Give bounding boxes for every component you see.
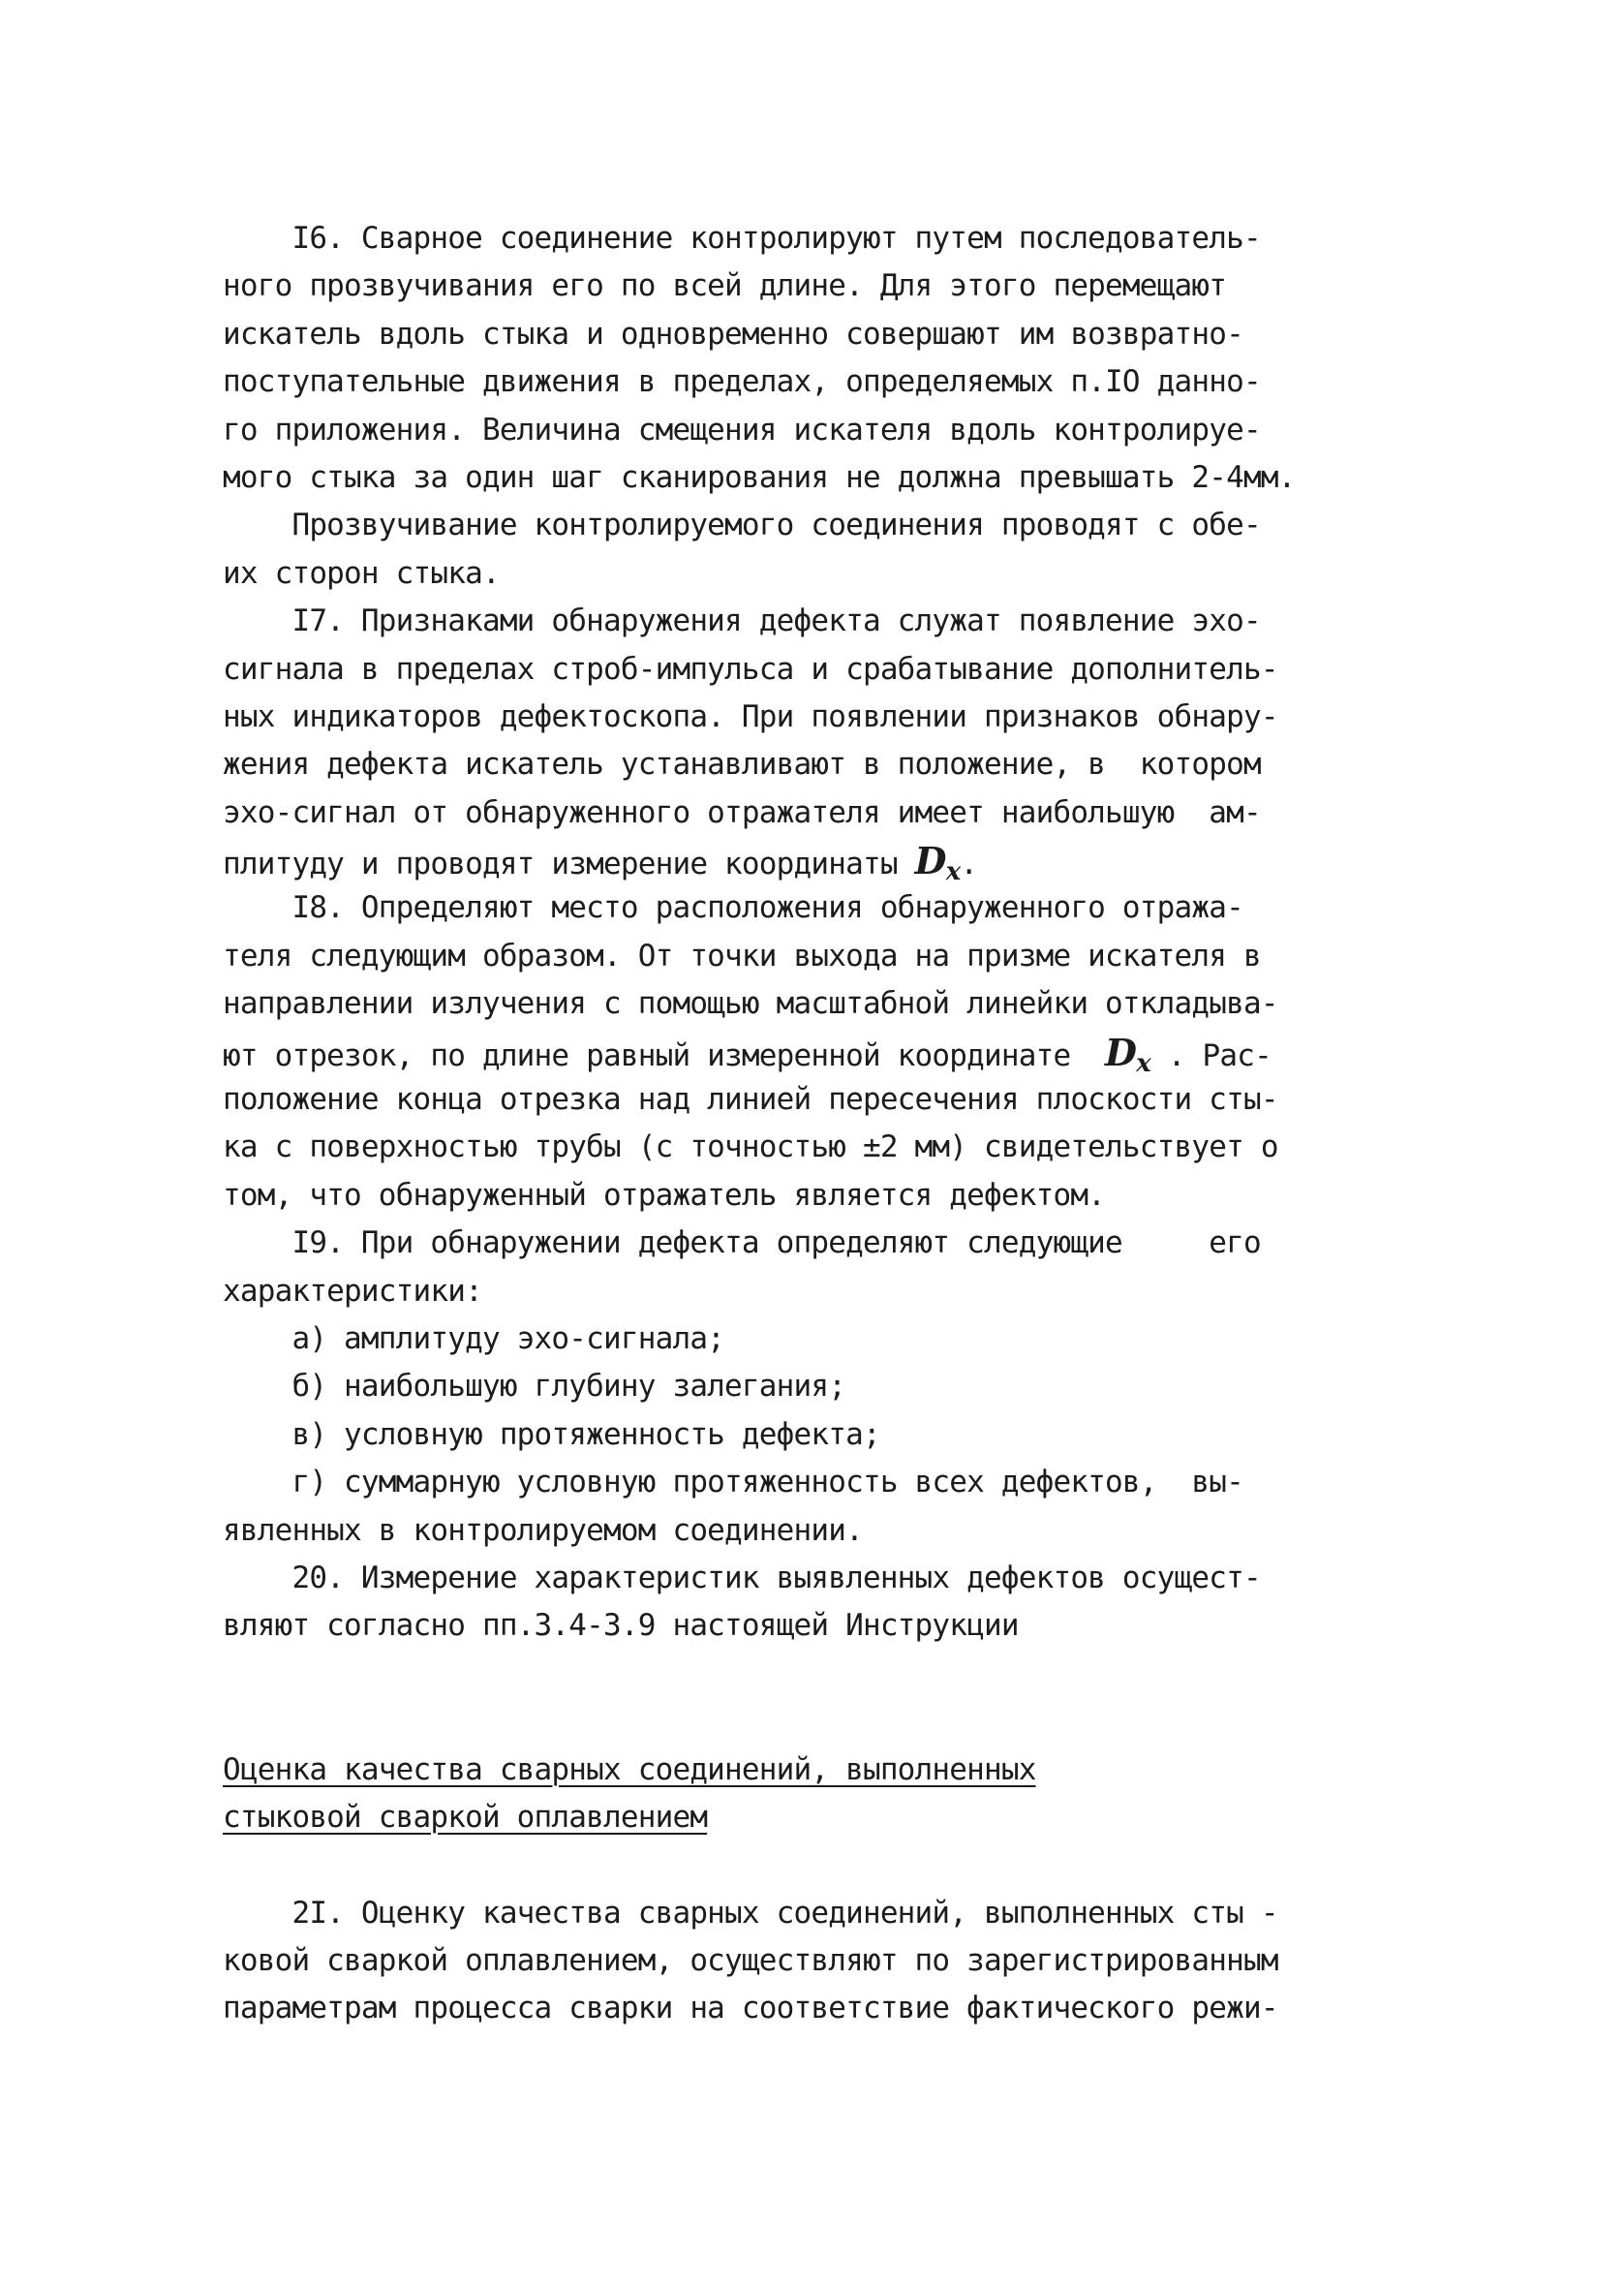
text-line: поступательные движения в пределах, определяемых п.IO данно-: [223, 364, 1261, 400]
text-line: го приложения. Величина смещения искателя вдоль контролируе-: [223, 412, 1261, 448]
text-line: сигнала в пределах строб-импульса и срабатывание дополнитель-: [223, 651, 1278, 687]
text-line: их сторон стыка.: [223, 555, 500, 591]
heading-line: [223, 1794, 1453, 1841]
spacer: [223, 1651, 1453, 1747]
paragraph-21: [223, 1890, 1453, 2033]
text-line: 2I. Оценку качества сварных соединений, выполненных сты -: [223, 1895, 1278, 1931]
text-line: положение конца отрезка над линией пересечения плоскости сты-: [223, 1082, 1278, 1118]
heading-line: [223, 1747, 1453, 1794]
text-line: жения дефекта искатель устанавливают в положение, в котором: [223, 747, 1261, 783]
list-item: в) условную протяженность дефекта;: [223, 1416, 880, 1452]
text-line: 20. Измерение характеристик выявленных дефектов осущест-: [223, 1560, 1261, 1595]
spacer: [223, 1841, 1453, 1889]
text-line: направлении излучения с помощью масштабной линейки откладыва-: [223, 986, 1278, 1022]
text-line: I8. Определяют место расположения обнаруженного отража-: [223, 890, 1243, 926]
formula-subscript: x: [945, 857, 961, 887]
text-segment: плитуду и проводят измерение координаты: [223, 847, 915, 882]
paragraph-18: [223, 884, 1453, 1220]
text-line: эхо-сигнал от обнаруженного отражателя имеет наибольшую ам-: [223, 794, 1261, 830]
paragraph-20: [223, 1555, 1453, 1651]
text-line: явленных в контролируемом соединении.: [223, 1512, 863, 1548]
text-segment: . Рас-: [1149, 1037, 1272, 1073]
text-line: теля следующим образом. От точки выхода на призме искателя в: [223, 938, 1261, 974]
dx-formula: [914, 839, 961, 887]
text-segment: ют отрезок, по длине равный измеренной координате: [223, 1037, 1106, 1073]
list-item: б) наибольшую глубину залегания;: [223, 1369, 846, 1405]
formula-subscript: x: [1136, 1048, 1150, 1078]
paragraph-16: [223, 215, 1453, 598]
text-segment: .: [960, 847, 978, 882]
paragraph-19: [223, 1220, 1453, 1555]
list-item: а) амплитуду эхо-сигнала;: [223, 1320, 725, 1356]
section-heading: [223, 1747, 1453, 1842]
text-line: ного прозвучивания его по всей длине. Для этого перемещают: [223, 268, 1227, 304]
heading-text: Оценка качества сварных соединений, выполненных: [223, 1751, 1036, 1787]
paragraph-17: [223, 598, 1453, 887]
text-line: мого стыка за один шаг сканирования не должна превышать 2-4мм.: [223, 459, 1296, 495]
text-line: том, что обнаруженный отражатель является дефектом.: [223, 1177, 1106, 1213]
list-item: г) суммарную условную протяженность всех дефектов, вы-: [223, 1465, 1243, 1500]
dx-formula: [1105, 1030, 1150, 1078]
text-line-with-formula: [223, 1029, 1453, 1076]
text-line: искатель вдоль стыка и одновременно совершают им возвратно-: [223, 316, 1243, 352]
text-line: ка с поверхностью трубы (с точностью ±2 мм) свидетельствует о: [223, 1129, 1278, 1165]
text-line: I7. Признаками обнаружения дефекта служат появление эхо-: [223, 603, 1261, 639]
text-line: вляют согласно пп.3.4-3.9 настоящей Инструкции: [223, 1608, 1019, 1644]
formula-symbol: D: [1105, 1030, 1137, 1074]
text-line: параметрам процесса сварки на соответствие фактического режи-: [223, 1991, 1278, 2026]
text-line: ковой сваркой оплавлением, осуществляют по зарегистрированным: [223, 1943, 1278, 1979]
text-line: Прозвучивание контролируемого соединения проводят с обе-: [223, 508, 1261, 543]
document-page: [223, 215, 1453, 2033]
heading-text: стыковой сваркой оплавлением: [223, 1799, 708, 1835]
text-line: I6. Сварное соединение контролируют путем последователь-: [223, 221, 1261, 256]
formula-symbol: D: [914, 839, 946, 883]
text-line: характеристики:: [223, 1273, 482, 1309]
text-line: I9. При обнаружении дефекта определяют следующие его: [223, 1225, 1261, 1261]
text-line: ных индикаторов дефектоскопа. При появлении признаков обнару-: [223, 698, 1278, 734]
text-line-with-formula: [223, 837, 1453, 887]
